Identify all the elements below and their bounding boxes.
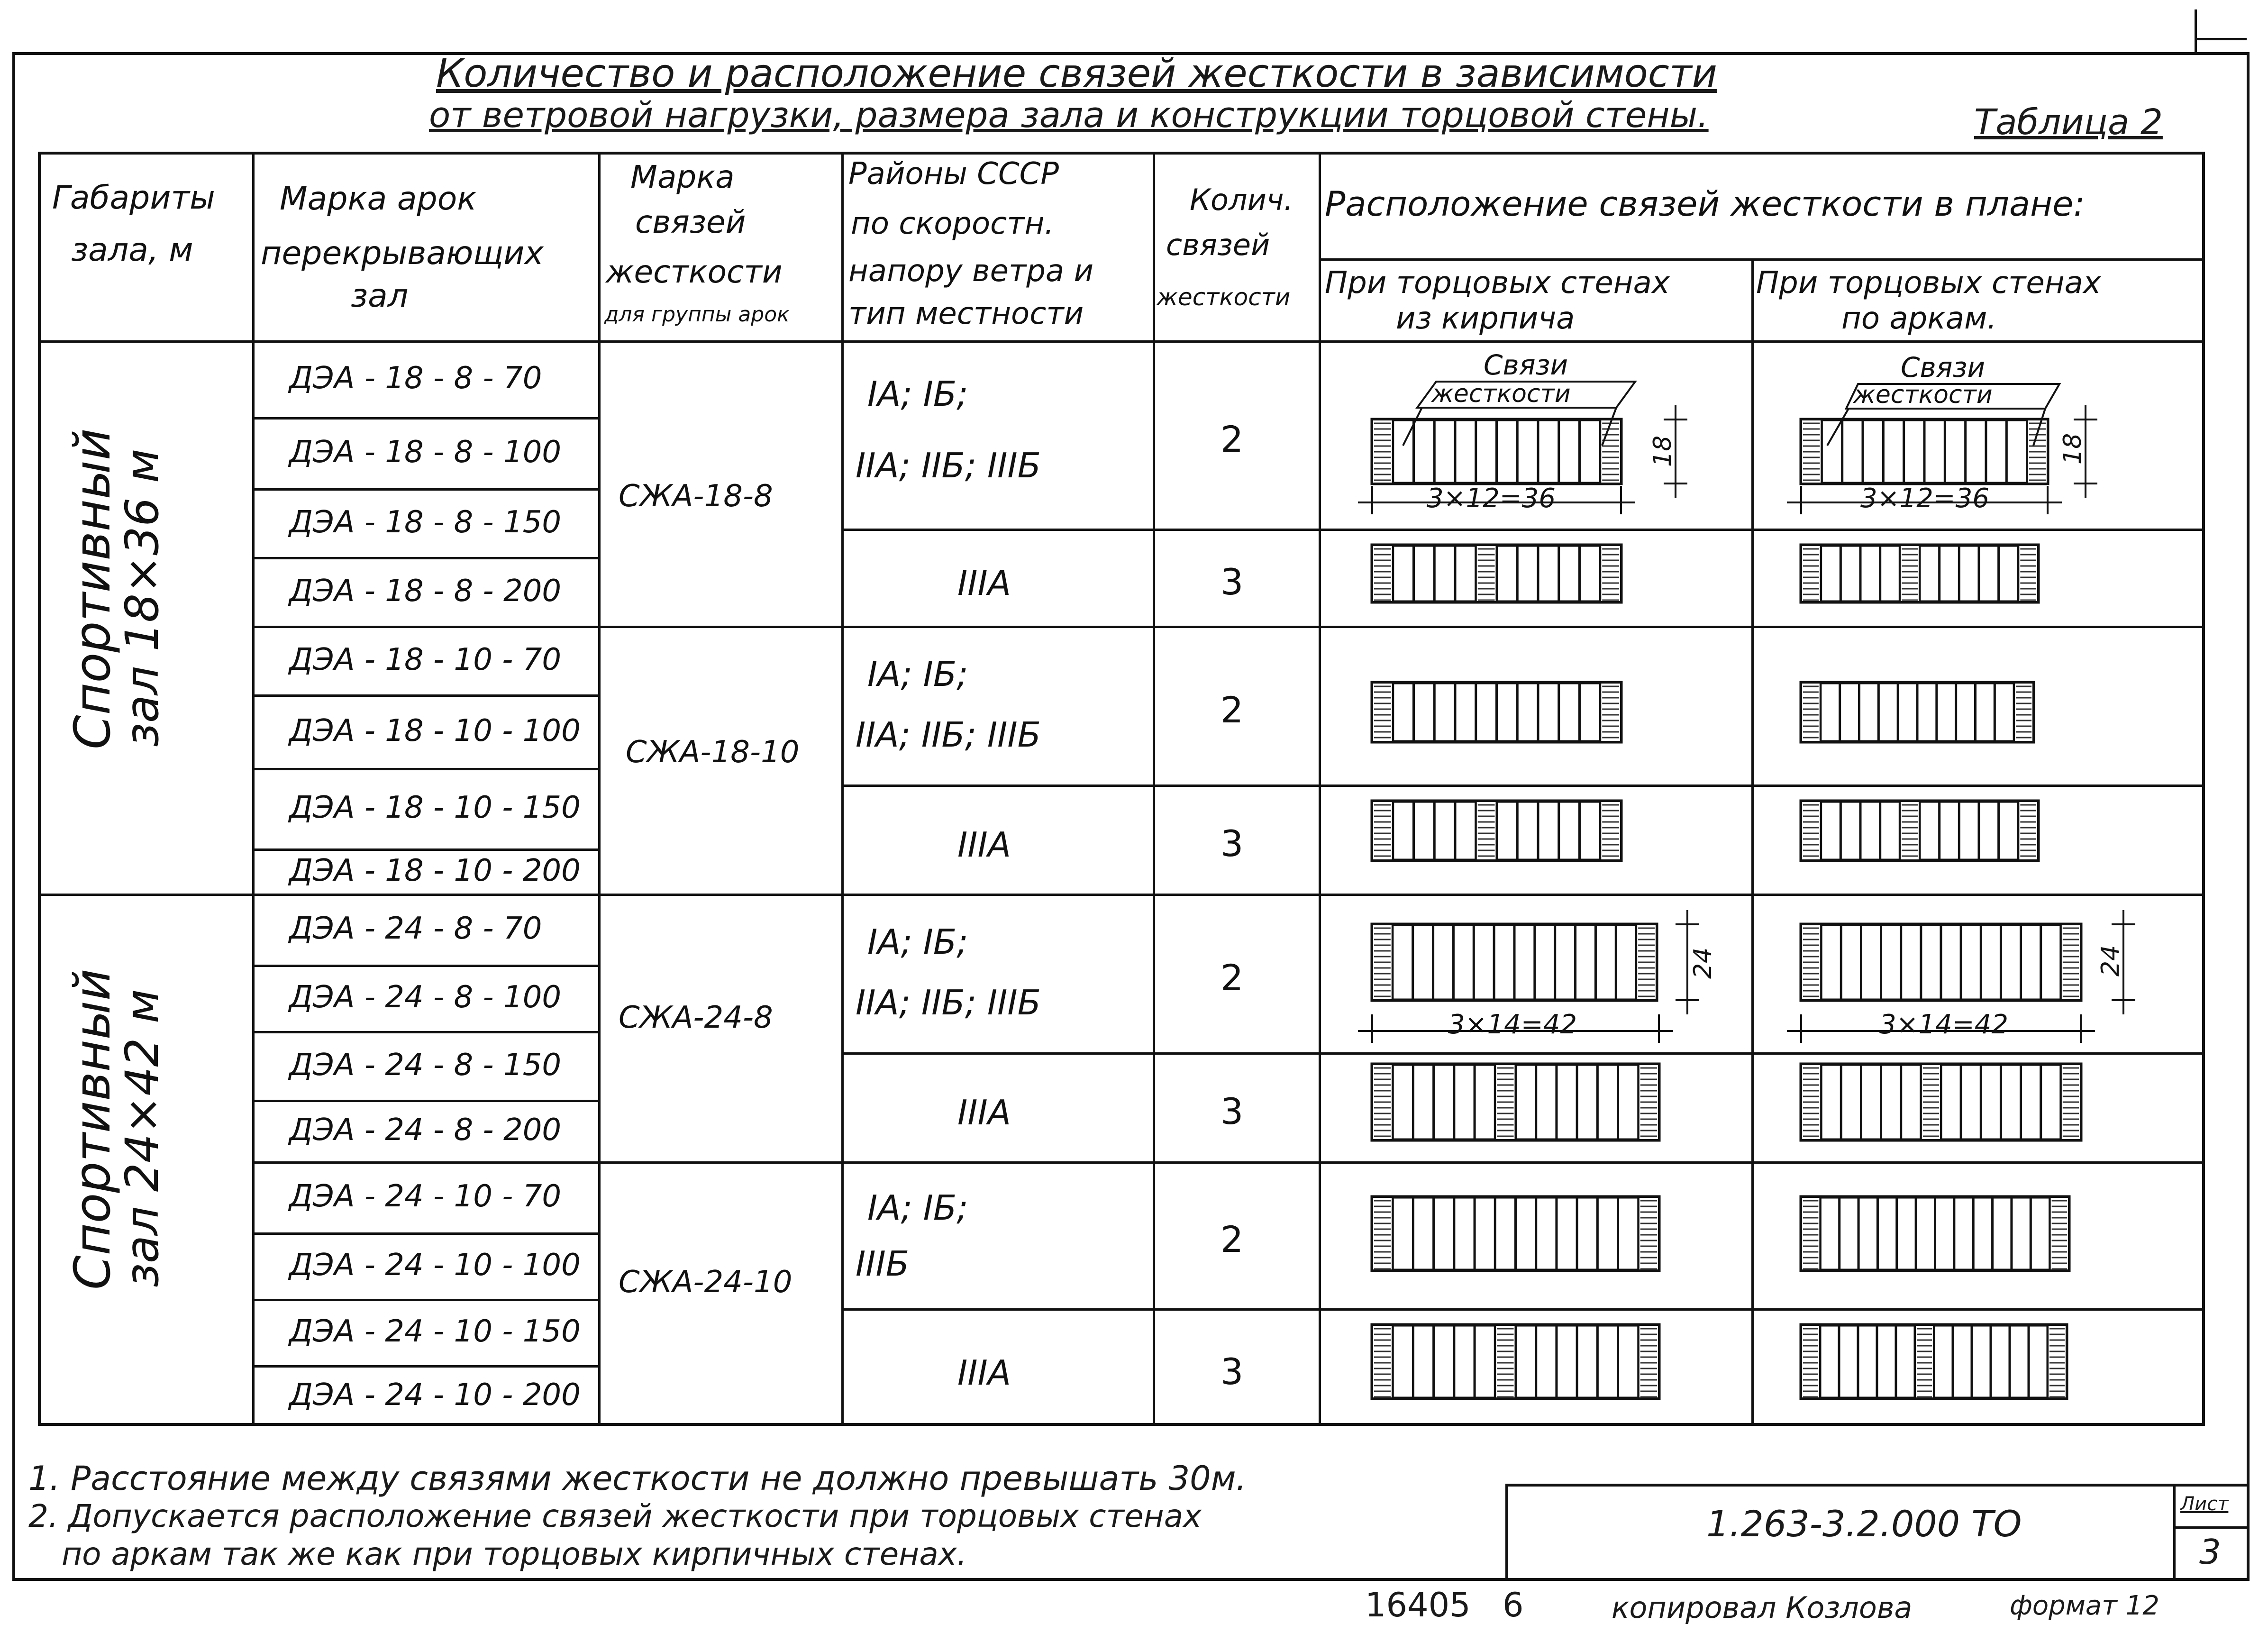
hdr-col3-l1: Марка (630, 159, 735, 195)
bracing-count: 2 (1221, 1218, 1244, 1260)
footer-copied: копировал Козлова (1612, 1590, 1913, 1625)
bracing-bay (1801, 545, 1821, 602)
hdr-col6b-l1: При торцовых стенах (1756, 265, 2101, 301)
bracing-count: 3 (1221, 560, 1244, 603)
region-text: IIIА (957, 1093, 1011, 1132)
region-text: IIА; IIБ; IIIБ (856, 714, 1041, 755)
arch-label: ДЭА - 18 - 10 - 150 (289, 790, 581, 825)
hall-label-1a: Спортивный (64, 428, 121, 749)
arch-label: ДЭА - 24 - 10 - 200 (289, 1377, 581, 1413)
hdr-col4-l1: Районы СССР (848, 156, 1059, 192)
bracing-mark: СЖА-18-10 (626, 735, 800, 770)
hall-label-1b: зал 18×36 м (116, 448, 169, 747)
hdr-col5-l1: Колич. (1190, 182, 1293, 217)
bracing-bay (1801, 1325, 1820, 1398)
region-text: IIА; IIБ; IIIБ (856, 446, 1041, 486)
bracing-bay (1801, 1197, 1820, 1270)
hdr-col5-l2: связей (1166, 228, 1270, 262)
arch-label: ДЭА - 24 - 10 - 150 (289, 1314, 581, 1349)
bracing-bay (1372, 1197, 1393, 1270)
stamp-divider-h (2173, 1526, 2250, 1529)
bracing-count: 3 (1221, 1350, 1244, 1393)
stamp-divider (2173, 1484, 2176, 1581)
note-1: 1. Расстояние между связями жесткости не должно превышать 30м. (28, 1459, 1247, 1498)
footer-inv: 16405 (1365, 1586, 1471, 1624)
bracing-bay (2050, 1197, 2069, 1270)
hdr-col2-l2: перекрывающих (261, 235, 544, 272)
bracing-bay (1639, 1325, 1659, 1398)
bracing-bay (1372, 1325, 1393, 1398)
hdr-col6a-l2: из кирпича (1396, 301, 1575, 336)
region-text: IА; IБ; (867, 922, 968, 962)
dimension-label: 24 (2096, 945, 2125, 976)
arch-label: ДЭА - 18 - 8 - 70 (289, 361, 542, 396)
bracing-mark: СЖА-24-10 (619, 1265, 792, 1300)
hdr-col4-l4: тип местности (848, 296, 1084, 331)
arch-label: ДЭА - 18 - 8 - 150 (289, 504, 562, 540)
dimension-label: 3×12=36 (1427, 483, 1556, 514)
region-text: IIIА (957, 1353, 1011, 1393)
bracing-bay (2018, 545, 2038, 602)
dimension-label: 18 (2059, 433, 2087, 465)
hdr-col6: Расположение связей жесткости в плане: (1325, 184, 2085, 224)
title-line-2: от ветровой нагрузки, размера зала и конструкции торцовой стены. (429, 95, 1709, 136)
bracing-label: жесткости (1431, 380, 1571, 408)
arch-label: ДЭА - 24 - 8 - 100 (289, 980, 562, 1015)
bracing-bay (2048, 1325, 2067, 1398)
hdr-col4-l2: по скоростн. (851, 206, 1054, 241)
bracing-bay (1915, 1325, 1934, 1398)
hdr-col1-l1: Габариты (52, 179, 215, 217)
hdr-col4-l3: напору ветра и (848, 254, 1094, 289)
hdr-col3-l3: жесткости (606, 254, 783, 290)
dimension-label: 3×12=36 (1860, 483, 1989, 514)
bracing-count: 2 (1221, 688, 1244, 731)
hdr-col3-l2: связей (635, 204, 746, 240)
region-text: IА; IБ; (867, 654, 968, 694)
arch-label: ДЭА - 24 - 8 - 70 (289, 911, 542, 946)
hall-label-2b: зал 24×42 м (116, 989, 169, 1287)
region-text: IIIА (957, 563, 1011, 603)
arch-label: ДЭА - 24 - 8 - 150 (289, 1047, 562, 1083)
region-text: IА; IБ; (867, 1187, 968, 1228)
stamp-sheet-no: 3 (2199, 1532, 2221, 1572)
bracing-bay (1476, 545, 1497, 602)
bracing-count: 3 (1221, 822, 1244, 865)
note-2: 2. Допускается расположение связей жесткости при торцовых стенах (28, 1498, 1202, 1534)
bracing-label: Связи (1484, 349, 1568, 381)
arch-label: ДЭА - 18 - 10 - 100 (289, 713, 581, 748)
hdr-col6b-l2: по аркам. (1841, 301, 1997, 336)
title-line-1: Количество и расположение связей жесткости в зависимости (436, 51, 1717, 96)
hdr-col3-l4: для группы арок (604, 302, 790, 327)
note-3: по аркам так же как при торцовых кирпичных стенах. (62, 1536, 967, 1572)
hdr-col6a-l1: При торцовых стенах (1325, 265, 1670, 301)
region-text: IА; IБ; (867, 374, 968, 414)
bracing-count: 3 (1221, 1090, 1244, 1132)
arch-label: ДЭА - 24 - 10 - 70 (289, 1179, 562, 1214)
dimension-label: 3×14=42 (1448, 1009, 1577, 1040)
hdr-col2-l3: зал (351, 277, 409, 315)
arch-label: ДЭА - 18 - 10 - 200 (289, 853, 581, 888)
hdr-col2-l1: Марка арок (280, 180, 477, 218)
footer-num: 6 (1503, 1586, 1524, 1624)
stamp-sheet-label: Лист (2180, 1493, 2229, 1515)
region-text: IIIА (957, 825, 1011, 865)
arch-label: ДЭА - 24 - 10 - 100 (289, 1248, 581, 1283)
region-text: IIIБ (856, 1243, 910, 1284)
bracing-bay (1372, 545, 1393, 602)
hdr-col1-l2: зала, м (71, 231, 193, 269)
arch-label: ДЭА - 18 - 10 - 70 (289, 642, 562, 677)
bracing-bay (1639, 1197, 1659, 1270)
bracing-count: 2 (1221, 956, 1244, 999)
arch-label: ДЭА - 18 - 8 - 100 (289, 435, 562, 470)
region-text: IIА; IIБ; IIIБ (856, 982, 1041, 1022)
stamp-code: 1.263-3.2.000 ТО (1706, 1503, 2022, 1545)
bracing-mark: СЖА-18-8 (619, 479, 773, 514)
table-label: Таблица 2 (1974, 102, 2163, 143)
bracing-bay (1600, 545, 1621, 602)
footer-format: формат 12 (2010, 1590, 2159, 1621)
bracing-bay (1900, 545, 1920, 602)
hall-label-2a: Спортивный (64, 968, 121, 1290)
hdr-col5-l3: жесткости (1157, 283, 1291, 311)
dimension-label: 18 (1649, 435, 1677, 467)
bracing-bay (1495, 1325, 1515, 1398)
bracing-label: жесткости (1853, 381, 1993, 409)
bracing-mark: СЖА-24-8 (619, 1000, 773, 1035)
arch-label: ДЭА - 24 - 8 - 200 (289, 1113, 562, 1148)
dimension-label: 3×14=42 (1879, 1009, 2008, 1040)
dimension-label: 24 (1689, 947, 1717, 979)
arch-label: ДЭА - 18 - 8 - 200 (289, 573, 562, 609)
bracing-count: 2 (1221, 418, 1244, 460)
bracing-label: Связи (1901, 351, 1986, 383)
